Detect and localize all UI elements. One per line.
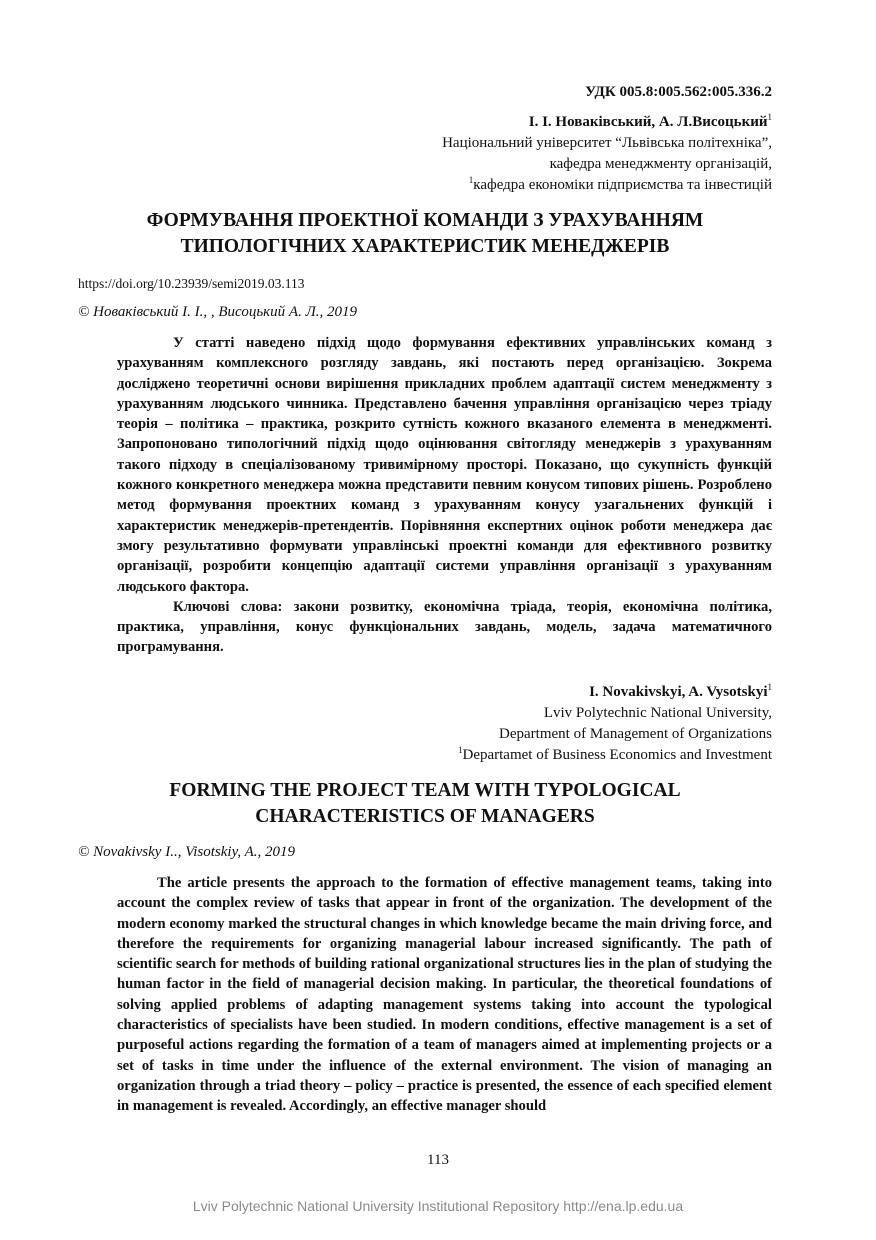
en-title-line-1: FORMING THE PROJECT TEAM WITH TYPOLOGICAL: [169, 780, 681, 801]
en-affiliation-3-sup: 1: [457, 745, 463, 755]
udc-code: УДК 005.8:005.562:005.336.2: [585, 84, 772, 100]
ua-copyright: © Новаківський І. І., , Висоцький А. Л., 2019: [78, 304, 357, 320]
ua-abstract-block: [117, 333, 772, 658]
ua-affiliation-3: кафедра економіки підприємства та інвестицій: [473, 177, 772, 193]
doi-link[interactable]: https://doi.org/10.23939/semi2019.03.113: [78, 276, 305, 291]
ua-affiliation-1: Національний університет “Львівська політехніка”,: [442, 135, 772, 151]
en-affiliation-1: Lviv Polytechnic National University,: [543, 705, 772, 721]
en-abstract: The article presents the approach to the formation of effective management teams, taking into account the complex review of tasks that appear in front of the organization. The development of the modern economy marked the structural changes in which knowledge became the main driving force, and therefore the requirements for organizing managerial labour increased significantly. The path of scientific search for methods of building rational organizational structures lies in the plan of studying the human factor in the field of managerial decision making. In particular, the theoretical foundations of solving applied problems of adapting management systems taking into account the typological characteristics of specialists have been studied. In modern conditions, effective management is a set of purposeful actions regarding the formation of a team of managers aimed at implementing projects or a set of tasks in time under the influence of the external environment. The vision of managing an organization through a triad theory – policy – practice is presented, the essence of each specified element in management is revealed. Accordingly, an effective manager should: [117, 875, 772, 1115]
en-title: [80, 778, 770, 830]
en-author-sup: 1: [767, 682, 772, 692]
ua-affiliation-2: кафедра менеджменту організацій,: [549, 156, 772, 172]
en-affiliation-2: Department of Management of Organizations: [499, 726, 772, 742]
en-affiliation-3: Departamet of Business Economics and Investment: [462, 747, 772, 763]
ua-title-line-1: ФОРМУВАННЯ ПРОЕКТНОЇ КОМАНДИ З УРАХУВАННЯМ: [146, 210, 704, 231]
ua-title-line-2: ТИПОЛОГІЧНИХ ХАРАКТЕРИСТИК МЕНЕДЖЕРІВ: [180, 236, 670, 257]
page-number: 113: [427, 1152, 449, 1168]
en-abstract-block: [117, 873, 772, 1117]
en-author-block: [458, 682, 772, 766]
en-title-line-2: CHARACTERISTICS OF MANAGERS: [255, 806, 595, 827]
ua-author-block: [442, 112, 772, 196]
en-authors: I. Novakivskyi, A. Vysotskyi: [589, 684, 768, 700]
ua-title: [80, 208, 770, 260]
ua-abstract: У статті наведено підхід щодо формування ефективних управлінських команд з урахуванням комплексного розгляду завдань, які постають перед організацією. Зокрема досліджено теоретичні основи вирішення прикладних проблем адаптації систем менеджменту з урахуванням людського чинника. Представлено бачення управління організацією через тріаду теорія – політика – практика, розкрито сутність кожного вказаного елемента в менеджменті. Запропоновано типологічний підхід щодо оцінювання світогляду менеджерів з урахуванням такого підходу в спеціалізованому тривимірному просторі. Показано, що сукупність функцій кожного конкретного менеджера можна представити певним конусом типових рішень. Розроблено метод формування проектних команд з урахуванням конусу узагальнених функцій і характеристик менеджерів-претендентів. Порівняння експертних оцінок роботи менеджера дає змогу результативно формувати управлінські проектні команди для ефективного розвитку організації, розробити концепцію адаптації системи управління організації з урахуванням людського фактора.: [117, 335, 772, 595]
ua-authors: І. І. Новаківський, А. Л.Висоцький: [528, 114, 768, 130]
ua-author-sup: 1: [767, 112, 772, 122]
en-copyright: © Novakivsky I.., Visotskiy, A., 2019: [78, 844, 296, 860]
ua-affiliation-3-sup: 1: [468, 175, 474, 185]
ua-keywords: Ключові слова: закони розвитку, економічна тріада, теорія, економічна політика, практика, управління, конус функціональних завдань, модель, задача математичного програмування.: [117, 598, 772, 656]
repository-footer: Lviv Polytechnic National University Institutional Repository http://ena.lp.edu.ua: [192, 1198, 684, 1214]
